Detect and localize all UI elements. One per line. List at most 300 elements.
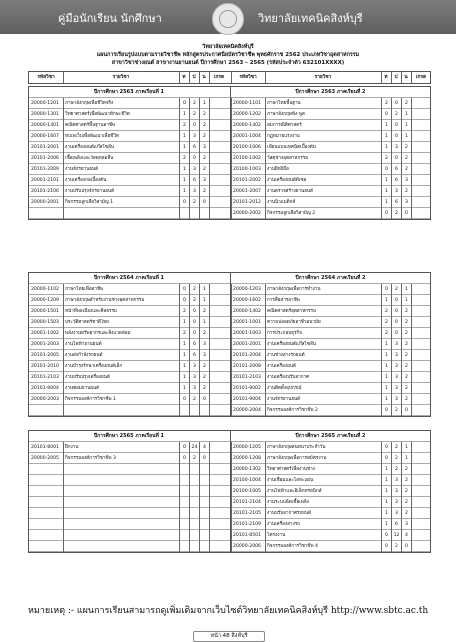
course-code: 20001-2101	[31, 178, 59, 183]
header-cell: ป	[394, 75, 398, 80]
credit-value: 0	[395, 320, 398, 325]
credit-value: 3	[395, 478, 398, 483]
credit-value: 1	[385, 467, 388, 472]
course-code: 20101-9002	[233, 386, 261, 391]
banner-left-text: คู่มือนักเรียน นักศึกษา	[58, 12, 162, 25]
credit-value: 2	[193, 298, 196, 303]
credit-value: 2	[405, 489, 408, 494]
credit-value: 1	[385, 500, 388, 505]
table-header	[28, 71, 431, 84]
banner-right-text: วิทยาลัยเทคนิคสิงห์บุรี	[258, 12, 363, 25]
credit-value: 3	[395, 500, 398, 505]
credit-value: 0	[183, 298, 186, 303]
course-code: 20101-2109	[233, 522, 261, 527]
section-title-left: ปีการศึกษา 2563 ภาคเรียนที่ 1	[93, 89, 165, 95]
credit-value: 3	[395, 489, 398, 494]
credit-value: 0	[385, 408, 388, 413]
credit-value: 2	[395, 467, 398, 472]
credit-value: 3	[395, 386, 398, 391]
course-code: 20101-8501	[233, 533, 261, 538]
course-code: 20001-1003	[233, 331, 261, 336]
course-code: 20101-9004	[233, 397, 261, 402]
course-name: งานเครื่องกลเบื้องต้น	[65, 178, 107, 183]
credit-value: 3	[203, 145, 206, 150]
credit-value: 3	[395, 145, 398, 150]
course-name: งานไฟฟ้าและอิเล็กทรอนิกส์	[267, 489, 322, 494]
credit-value: 2	[405, 364, 408, 369]
credit-value: 3	[203, 178, 206, 183]
course-name: งานส่งกำลังรถยนต์	[65, 353, 103, 358]
credit-value: 1	[385, 298, 388, 303]
credit-value: 2	[183, 123, 186, 128]
course-name: งานเครื่องปรับอากาศ	[267, 375, 309, 380]
course-name: ภาษาอังกฤษสนทนาประจำวัน	[267, 445, 326, 450]
page-number: หน้า 48 สิงห์บุรี	[193, 631, 265, 642]
credit-value: 2	[203, 156, 206, 161]
credit-value: 6	[395, 522, 398, 527]
credit-value: 2	[203, 134, 206, 139]
footnote: หมายเหตุ :- แผนการเรียนสามารถดูเพิ่มเติมจากเว็บไซต์วิทยาลัยเทคนิคสิงห์บุรี http://www.sbtc.ac.th	[28, 606, 429, 616]
course-code: 20100-1006	[233, 145, 261, 150]
course-code: 20101-2009	[31, 167, 59, 172]
credit-value: 3	[395, 189, 398, 194]
course-name: งานเครื่องยนต์แก๊สโซลีน	[65, 145, 114, 150]
credit-value: 2	[203, 189, 206, 194]
credit-value: 0	[203, 456, 206, 461]
credit-value: 0	[193, 309, 196, 314]
course-code: 20101-2010	[31, 364, 59, 369]
credit-value: 0	[193, 156, 196, 161]
credit-value: 3	[405, 200, 408, 205]
credit-value: 2	[203, 309, 206, 314]
credit-value: 2	[385, 156, 388, 161]
header-cell: น	[404, 75, 408, 80]
header-cell: น	[202, 75, 206, 80]
course-name: คณิตศาสตร์อุตสาหกรรม	[267, 309, 316, 314]
header-cell: รายวิชา	[314, 75, 332, 80]
credit-value: 3	[193, 167, 196, 172]
course-code: 20000-1402	[233, 123, 261, 128]
course-code: 20000-1401	[31, 123, 59, 128]
course-table	[28, 272, 431, 417]
credit-value: 1	[385, 489, 388, 494]
course-name: การสื่อสารอาชีพ	[267, 298, 300, 303]
doc-title-3: สาขาวิชาช่างยนต์ สาขางานยานยนต์ ปีการศึกษา 2563 – 2565 (รหัสประจำตัว 632101XXXX)	[111, 60, 345, 66]
credit-value: 1	[203, 287, 206, 292]
credit-value: 2	[405, 386, 408, 391]
course-name: งานเครื่องยนต์แก๊สโซลีน	[267, 342, 316, 347]
credit-value: 1	[183, 178, 186, 183]
credit-value: 2	[193, 200, 196, 205]
course-name: ความปลอดภัยอาชีวอนามัย	[267, 320, 321, 325]
course-name: โครงงาน	[267, 533, 286, 538]
credit-value: 2	[193, 101, 196, 106]
credit-value: 1	[385, 353, 388, 358]
course-name: เชื้อเพลิงและวัสดุหล่อลื่น	[65, 156, 114, 161]
credit-value: 0	[395, 309, 398, 314]
credit-value: 1	[405, 287, 408, 292]
course-code: 20101-2012	[233, 200, 261, 205]
credit-value: 2	[193, 112, 196, 117]
credit-value: 3	[405, 178, 408, 183]
credit-value: 1	[203, 320, 206, 325]
credit-value: 2	[405, 375, 408, 380]
course-name: ประวัติศาสตร์ชาติไทย	[65, 320, 109, 325]
header-cell: รหัสวิชา	[239, 75, 257, 80]
credit-value: 2	[395, 445, 398, 450]
course-name: เขียนแบบเทคนิคเบื้องต้น	[267, 145, 316, 150]
credit-value: 0	[405, 211, 408, 216]
credit-value: 0	[385, 211, 388, 216]
credit-value: 2	[203, 331, 206, 336]
credit-value: 6	[193, 342, 196, 347]
course-name: ภาษาไทยพื้นฐาน	[267, 101, 301, 106]
course-code: 20001-1002	[31, 331, 59, 336]
credit-value: 1	[405, 298, 408, 303]
course-name: งานปรับอากาศรถยนต์	[267, 511, 311, 516]
course-name: กิจกรรมองค์การวิชาชีพ 1	[65, 397, 116, 402]
credit-value: 3	[405, 522, 408, 527]
credit-value: 1	[385, 134, 388, 139]
course-name: งานนิวแมติกส์	[267, 200, 296, 205]
credit-value: 2	[405, 189, 408, 194]
credit-value: 2	[395, 112, 398, 117]
header-cell: เกรด	[415, 75, 427, 80]
credit-value: 2	[203, 375, 206, 380]
credit-value: 2	[405, 101, 408, 106]
course-code: 20001-2007	[233, 189, 261, 194]
section-title-right: ปีการศึกษา 2564 ภาคเรียนที่ 2	[295, 275, 366, 281]
course-code: 20000-2001	[31, 200, 59, 205]
doc-title-2: แผนการเรียนรูปแบบตามรายวิชาชีพ หลักสูตรประกาศนียบัตรวิชาชีพ พุทธศักราช 2562 ประเภทวิชาอุตสาหกรรม	[96, 52, 360, 58]
course-code: 20000-2006	[233, 544, 261, 549]
credit-value: 2	[203, 112, 206, 117]
section-title-left: ปีการศึกษา 2564 ภาคเรียนที่ 1	[93, 275, 165, 281]
credit-value: 3	[395, 364, 398, 369]
course-code: 20101-8001	[31, 445, 59, 450]
course-name: งานเครื่องยนต์ดีเซล	[267, 178, 307, 183]
credit-value: 0	[395, 156, 398, 161]
course-code: 20101-2106	[31, 189, 59, 194]
course-name: งานจักรยานยนต์	[267, 397, 301, 402]
credit-value: 0	[385, 544, 388, 549]
credit-value: 2	[395, 287, 398, 292]
credit-value: 0	[193, 320, 196, 325]
credit-value: 1	[385, 522, 388, 527]
credit-value: 1	[183, 386, 186, 391]
credit-value: 0	[385, 287, 388, 292]
doc-title-1: วิทยาลัยเทคนิคสิงห์บุรี	[202, 44, 254, 50]
course-name: กิจกรรมองค์การวิชาชีพ 4	[267, 544, 318, 549]
credit-value: 0	[405, 408, 408, 413]
credit-value: 1	[385, 123, 388, 128]
credit-value: 2	[405, 500, 408, 505]
course-name: กฎหมายแรงงาน	[267, 134, 300, 139]
credit-value: 2	[193, 397, 196, 402]
course-name: หน้าที่พลเมืองและศีลธรรม	[65, 309, 117, 314]
credit-value: 3	[203, 353, 206, 358]
credit-value: 1	[183, 375, 186, 380]
course-code: 20001-1004	[233, 134, 261, 139]
course-code: 20000-1501	[31, 309, 59, 314]
course-code: 20000-1201	[31, 101, 59, 106]
credit-value: 1	[385, 342, 388, 347]
course-table	[28, 86, 431, 220]
credit-value: 1	[203, 298, 206, 303]
credit-value: 0	[395, 123, 398, 128]
credit-value: 1	[183, 189, 186, 194]
course-code: 20000-1203	[233, 287, 261, 292]
credit-value: 2	[385, 331, 388, 336]
credit-value: 3	[193, 375, 196, 380]
credit-value: 2	[385, 320, 388, 325]
course-code: 20000-2003	[31, 397, 59, 402]
course-name: งานเครื่องล่างรถ	[267, 522, 300, 527]
course-code: 20101-2103	[31, 375, 59, 380]
credit-value: 3	[395, 375, 398, 380]
course-name: งานระบบฉีดเชื้อเพลิง	[267, 500, 309, 505]
credit-value: 2	[395, 408, 398, 413]
credit-value: 4	[203, 445, 206, 450]
credit-value: 0	[183, 287, 186, 292]
credit-value: 1	[405, 134, 408, 139]
credit-value: 0	[405, 544, 408, 549]
header-cell: รหัสวิชา	[37, 75, 55, 80]
credit-value: 2	[405, 156, 408, 161]
credit-value: 1	[385, 478, 388, 483]
course-code: 20100-1002	[233, 156, 261, 161]
credit-value: 2	[203, 364, 206, 369]
section-title-right: ปีการศึกษา 2565 ภาคเรียนที่ 2	[295, 433, 366, 439]
credit-value: 0	[385, 167, 388, 172]
course-code: 20000-1202	[233, 112, 261, 117]
credit-value: 1	[385, 386, 388, 391]
course-name: งานปรับปรุงจักรยานยนต์	[65, 189, 115, 194]
credit-value: 0	[395, 134, 398, 139]
credit-value: 1	[405, 112, 408, 117]
course-name: งานบำรุงรักษาเครื่องยนต์เล็ก	[65, 364, 123, 369]
credit-value: 0	[193, 123, 196, 128]
credit-value: 3	[193, 134, 196, 139]
credit-value: 2	[385, 309, 388, 314]
credit-value: 1	[405, 445, 408, 450]
course-name: สมการณิติศาสตร์	[267, 123, 302, 128]
credit-value: 1	[183, 320, 186, 325]
course-code: 20001-2003	[31, 342, 59, 347]
credit-value: 0	[183, 101, 186, 106]
credit-value: 2	[405, 467, 408, 472]
course-name: งานฝึกฝีมือ	[267, 167, 289, 172]
course-name: งานช่วงล่างรถยนต์	[267, 353, 305, 358]
credit-value: 3	[395, 397, 398, 402]
course-code: 20101-2002	[233, 178, 261, 183]
credit-value: 1	[183, 342, 186, 347]
credit-value: 2	[405, 320, 408, 325]
course-name: คณิตศาสตร์พื้นฐานอาชีพ	[65, 123, 115, 128]
credit-value: 0	[385, 533, 388, 538]
course-name: ภาษาอังกฤษฟัง-พูด	[267, 112, 305, 117]
course-name: งานตรวจสร้างยานยนต์	[267, 189, 314, 194]
course-code: 20101-2004	[233, 353, 261, 358]
course-code: 20000-1402	[233, 309, 261, 314]
header-cell: ท	[384, 75, 388, 80]
credit-value: 2	[405, 478, 408, 483]
credit-value: 6	[193, 353, 196, 358]
credit-value: 0	[203, 200, 206, 205]
credit-value: 1	[183, 167, 186, 172]
header-cell: ป	[192, 75, 196, 80]
header-banner	[0, 0, 456, 34]
credit-value: 3	[203, 342, 206, 347]
course-code: 20101-2008	[233, 364, 261, 369]
course-name: งานจักรยานยนต์	[65, 167, 99, 172]
course-name: วิทยาศาสตร์เพื่องานช่าง	[267, 467, 315, 472]
credit-value: 0	[183, 397, 186, 402]
course-code: 20101-2006	[31, 156, 59, 161]
course-name: กิจกรรมลูกเสือวิสามัญ 1	[65, 200, 114, 205]
credit-value: 2	[395, 456, 398, 461]
course-name: กิจกรรมองค์การวิชาชีพ 2	[267, 408, 318, 413]
credit-value: 1	[385, 189, 388, 194]
course-name: งานปรับปรุงเครื่องยนต์	[65, 375, 110, 380]
credit-value: 2	[405, 309, 408, 314]
course-code: 20101-2005	[31, 353, 59, 358]
credit-value: 2	[405, 397, 408, 402]
course-name: งานไฟฟ้ายานยนต์	[65, 342, 102, 347]
course-code: 20000-1301	[31, 112, 59, 117]
credit-value: 0	[385, 112, 388, 117]
credit-value: 3	[395, 342, 398, 347]
credit-value: 1	[405, 456, 408, 461]
credit-value: 3	[193, 386, 196, 391]
credit-value: 2	[405, 331, 408, 336]
credit-value: 2	[183, 156, 186, 161]
credit-value: 2	[385, 101, 388, 106]
section-title-right: ปีการศึกษา 2563 ภาคเรียนที่ 2	[295, 89, 366, 95]
course-name: งานซ่อมยานยนต์	[65, 386, 100, 391]
course-code: 20100-1003	[233, 167, 261, 172]
credit-value: 1	[385, 375, 388, 380]
credit-value: 1	[183, 353, 186, 358]
course-table	[28, 430, 431, 553]
course-code: 20001-2001	[233, 342, 261, 347]
credit-value: 1	[203, 101, 206, 106]
course-code: 20000-2004	[233, 408, 261, 413]
header-cell: ท	[182, 75, 186, 80]
credit-value: 2	[405, 353, 408, 358]
course-code: 20000-1208	[233, 456, 261, 461]
credit-value: 2	[203, 386, 206, 391]
credit-value: 6	[395, 200, 398, 205]
credit-value: 1	[385, 397, 388, 402]
course-code: 20101-2105	[233, 511, 261, 516]
course-code: 20100-1005	[233, 489, 261, 494]
credit-value: 0	[385, 456, 388, 461]
credit-value: 1	[183, 134, 186, 139]
course-name: ฝึกงาน	[65, 445, 79, 450]
credit-value: 0	[183, 456, 186, 461]
course-name: ภาษาอังกฤษสำหรับงานช่างอุตสาหกรรม	[65, 298, 145, 303]
credit-value: 2	[405, 167, 408, 172]
credit-value: 12	[393, 533, 400, 538]
course-code: 20000-1101	[233, 101, 261, 106]
credit-value: 24	[191, 445, 198, 450]
course-code: 20000-1503	[31, 320, 59, 325]
course-code: 20000-2005	[31, 456, 59, 461]
credit-value: 1	[385, 145, 388, 150]
course-code: 20000-1602	[233, 298, 261, 303]
course-code: 20100-1004	[233, 478, 261, 483]
credit-value: 1	[183, 112, 186, 117]
credit-value: 0	[395, 331, 398, 336]
credit-value: 0	[193, 331, 196, 336]
credit-value: 1	[385, 178, 388, 183]
course-code: 20000-1302	[233, 467, 261, 472]
credit-value: 3	[193, 189, 196, 194]
credit-value: 0	[183, 200, 186, 205]
header-cell: รายวิชา	[112, 75, 130, 80]
course-name: ภาษาอังกฤษเพื่อการทำงาน	[267, 287, 321, 292]
credit-value: 1	[385, 200, 388, 205]
course-name: วัสดุช่างอุตสาหกรรม	[267, 156, 309, 161]
course-code: 20101-2104	[233, 500, 261, 505]
credit-value: 2	[193, 456, 196, 461]
credit-value: 0	[395, 101, 398, 106]
course-code: 20000-1102	[31, 287, 59, 292]
course-code: 20101-2001	[31, 145, 59, 150]
course-name: งานเครื่องยนต์	[267, 364, 296, 369]
credit-value: 0	[183, 445, 186, 450]
credit-value: 2	[183, 331, 186, 336]
course-name: ภาษาอังกฤษเพื่อการสมัครงาน	[267, 456, 327, 461]
course-name: กิจกรรมองค์การวิชาชีพ 3	[65, 456, 116, 461]
credit-value: 1	[183, 364, 186, 369]
credit-value: 0	[203, 397, 206, 402]
credit-value: 2	[405, 342, 408, 347]
credit-value: 1	[385, 364, 388, 369]
course-name: ภาษาอังกฤษเพื่อชีวิตจริง	[65, 101, 114, 106]
course-name: กิจกรรมลูกเสือวิสามัญ 2	[267, 211, 316, 216]
course-code: 20000-1209	[31, 298, 59, 303]
credit-value: 2	[183, 309, 186, 314]
course-name: ภาษาไทยเพื่ออาชีพ	[65, 287, 104, 292]
course-code: 20001-1001	[233, 320, 261, 325]
credit-value: 3	[193, 364, 196, 369]
course-code: 20000-2002	[233, 211, 261, 216]
credit-value: 6	[395, 178, 398, 183]
course-name: ทบเพเว็บเพื่อพัฒนาเพื่อชีวิต	[65, 134, 119, 139]
course-code: 20000-1205	[233, 445, 261, 450]
credit-value: 6	[193, 178, 196, 183]
course-name: วิทยาศาสตร์เพื่อพัฒนาทักษะชีวิต	[65, 112, 130, 117]
credit-value: 3	[395, 511, 398, 516]
course-name: งานเชื่อมและโลหะแผ่น	[267, 478, 314, 483]
course-code: 20000-1607	[31, 134, 59, 139]
credit-value: 3	[395, 353, 398, 358]
college-logo	[212, 3, 244, 35]
credit-value: 2	[405, 511, 408, 516]
credit-value: 0	[395, 298, 398, 303]
credit-value: 6	[395, 167, 398, 172]
credit-value: 4	[405, 533, 408, 538]
credit-value: 2	[193, 287, 196, 292]
section-title-left: ปีการศึกษา 2565 ภาคเรียนที่ 1	[93, 433, 165, 439]
credit-value: 1	[405, 123, 408, 128]
credit-value: 6	[193, 145, 196, 150]
credit-value: 2	[203, 167, 206, 172]
credit-value: 1	[385, 511, 388, 516]
credit-value: 1	[183, 145, 186, 150]
